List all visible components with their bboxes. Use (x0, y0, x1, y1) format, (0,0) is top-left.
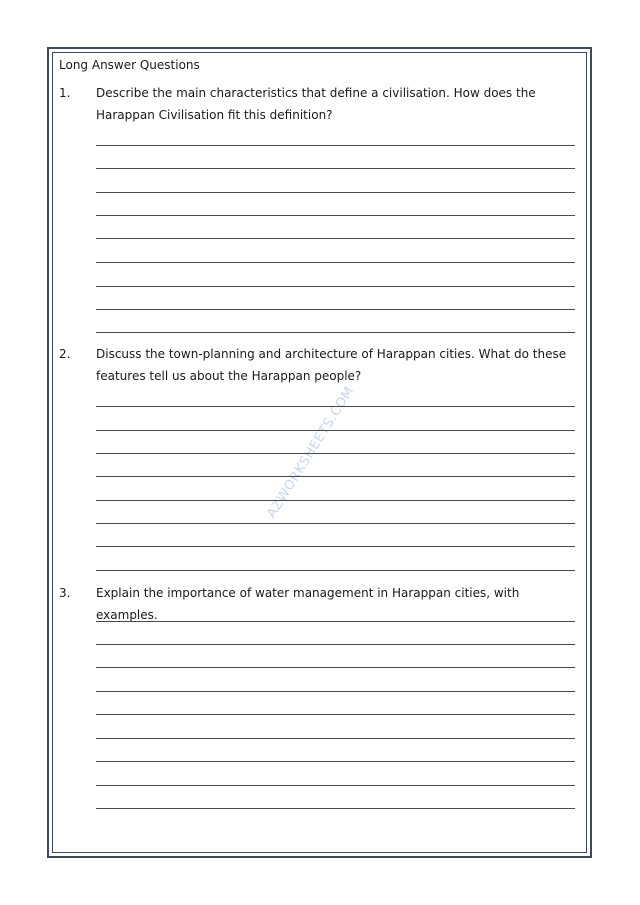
answer-line[interactable] (96, 691, 575, 692)
answer-line[interactable] (96, 738, 575, 739)
answer-line[interactable] (96, 667, 575, 668)
question-1-text: Describe the main characteristics that define a civilisation. How does the Harappan Civilisation fit this definition? (96, 86, 536, 122)
watermark: AZWORKSHEETS.COM (264, 384, 358, 521)
section-heading: Long Answer Questions (59, 58, 200, 72)
question-3-text: Explain the importance of water management in Harappan cities, with examples. (96, 586, 520, 622)
answer-line[interactable] (96, 286, 575, 287)
answer-line[interactable] (96, 215, 575, 216)
answer-line[interactable] (96, 621, 575, 622)
answer-line[interactable] (96, 714, 575, 715)
answer-line[interactable] (96, 168, 575, 169)
question-2-text: Discuss the town-planning and architecture of Harappan cities. What do these features tell us about the Harappan people? (96, 347, 567, 383)
answer-line[interactable] (96, 523, 575, 524)
answer-line[interactable] (96, 406, 575, 407)
answer-line[interactable] (96, 476, 575, 477)
answer-line[interactable] (96, 309, 575, 310)
answer-line[interactable] (96, 500, 575, 501)
answer-line[interactable] (96, 644, 575, 645)
answer-line[interactable] (96, 453, 575, 454)
question-1-number: 1. (59, 86, 71, 100)
question-2-number: 2. (59, 347, 71, 361)
answer-line[interactable] (96, 262, 575, 263)
answer-line[interactable] (96, 192, 575, 193)
answer-line[interactable] (96, 570, 575, 571)
answer-line[interactable] (96, 761, 575, 762)
answer-line[interactable] (96, 430, 575, 431)
answer-line[interactable] (96, 785, 575, 786)
question-3-number: 3. (59, 586, 71, 600)
answer-line[interactable] (96, 808, 575, 809)
answer-line[interactable] (96, 332, 575, 333)
answer-line[interactable] (96, 546, 575, 547)
answer-line[interactable] (96, 238, 575, 239)
answer-line[interactable] (96, 145, 575, 146)
